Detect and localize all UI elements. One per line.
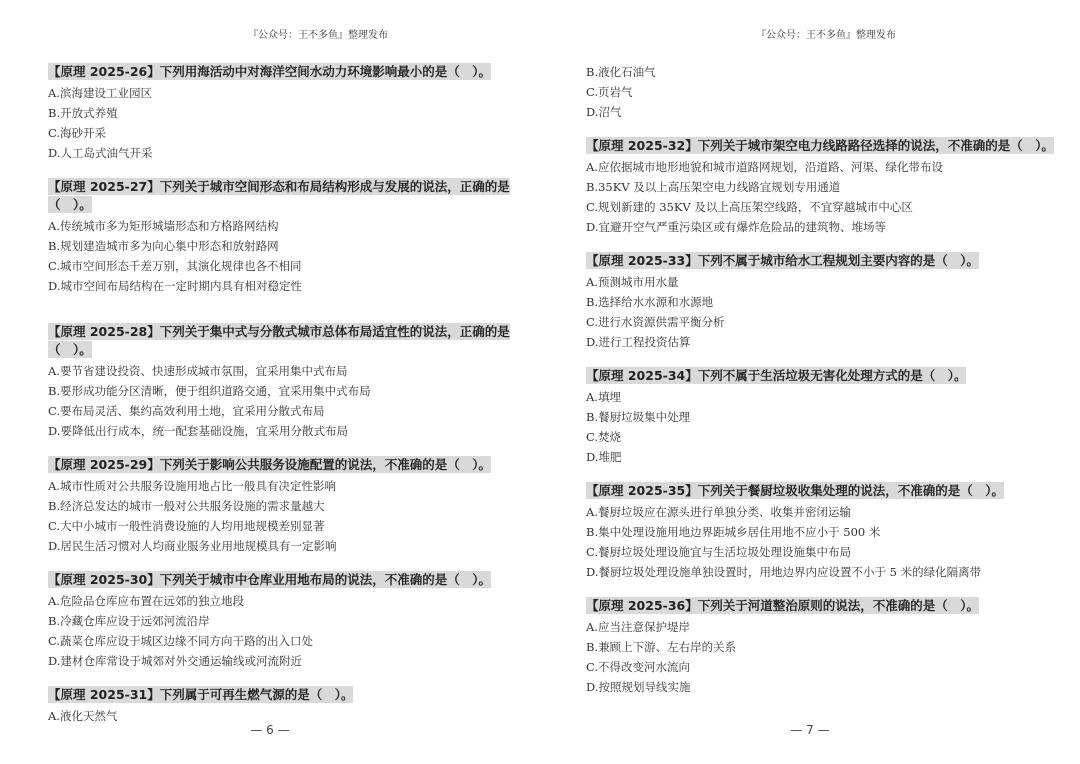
option-c: C.蔬菜仓库应设于城区边缘不同方向干路的出入口处 <box>48 634 314 648</box>
question-31 <box>48 685 520 726</box>
option-b: B.要形成功能分区清晰，便于组织道路交通，宜采用集中式布局 <box>48 384 371 398</box>
question-title: 【原理 2025-30】下列关于城市中仓库业用地布局的说法，不准确的是（ ）。 <box>48 572 491 587</box>
option-b: B.经济总发达的城市一般对公共服务设施的需求量越大 <box>48 499 325 513</box>
option-b: B.选择给水水源和水源地 <box>586 295 714 309</box>
question-31-continued <box>586 62 1056 122</box>
page-header: 『公众号：王不多鱼』整理发布 <box>756 30 896 41</box>
option-a: A.应当注意保护堤岸 <box>586 620 690 634</box>
question-title: 【原理 2025-27】下列关于城市空间形态和布局结构形成与发展的说法，正确的是（ ）。 <box>48 179 510 212</box>
page-number: — 7 — <box>790 723 830 737</box>
left-page-content <box>48 62 520 740</box>
option-a: A.滨海建设工业园区 <box>48 86 152 100</box>
option-d: D.居民生活习惯对人均商业服务业用地规模具有一定影响 <box>48 539 337 553</box>
option-c: C.规划新建的 35KV 及以上高压架空线路，不宜穿越城市中心区 <box>586 200 913 214</box>
option-c: C.餐厨垃圾处理设施宜与生活垃圾处理设施集中布局 <box>586 545 852 559</box>
option-c: C.城市空间形态千差万别，其演化规律也各不相同 <box>48 259 302 273</box>
option-d: D.沼气 <box>586 105 622 119</box>
option-d: D.堆肥 <box>586 450 622 464</box>
option-b: B.集中处理设施用地边界距城乡居住用地不应小于 500 米 <box>586 525 881 539</box>
question-29 <box>48 455 520 556</box>
option-b: B.兼顾上下游、左右岸的关系 <box>586 640 737 654</box>
option-a: A.填埋 <box>586 390 621 404</box>
right-page <box>540 0 1080 764</box>
question-title: 【原理 2025-31】下列属于可再生燃气源的是（ ）。 <box>48 687 354 702</box>
option-c: C.大中小城市一般性消费设施的人均用地规模差别显著 <box>48 519 325 533</box>
option-d: D.人工岛式油气开采 <box>48 146 153 160</box>
question-title: 【原理 2025-35】下列关于餐厨垃圾收集处理的说法，不准确的是（ ）。 <box>586 483 1004 498</box>
question-34 <box>586 366 1056 467</box>
question-title: 【原理 2025-32】下列关于城市架空电力线路路径选择的说法，不准确的是（ ）。 <box>586 138 1054 153</box>
option-d: D.餐厨垃圾处理设施单独设置时，用地边界内应设置不小于 5 米的绿化隔离带 <box>586 565 982 579</box>
question-33 <box>586 251 1056 352</box>
question-title: 【原理 2025-34】下列不属于生活垃圾无害化处理方式的是（ ）。 <box>586 368 967 383</box>
option-a: A.餐厨垃圾应在源头进行单独分类、收集并密闭运输 <box>586 505 851 519</box>
option-d: D.进行工程投资估算 <box>586 335 691 349</box>
option-d: D.建材仓库常设于城郊对外交通运输线或河流附近 <box>48 654 302 668</box>
option-a: A.城市性质对公共服务设施用地占比一般具有决定性影响 <box>48 479 336 493</box>
question-title: 【原理 2025-29】下列关于影响公共服务设施配置的说法，不准确的是（ ）。 <box>48 457 491 472</box>
question-30 <box>48 570 520 671</box>
option-a: A.预测城市用水量 <box>586 275 679 289</box>
option-c: C.海砂开采 <box>48 126 107 140</box>
option-c: C.进行水资源供需平衡分析 <box>586 315 725 329</box>
option-b: B.液化石油气 <box>586 65 656 79</box>
page-header: 『公众号：王不多鱼』整理发布 <box>248 30 388 41</box>
option-a: A.要节省建设投资、快速形成城市氛围，宜采用集中式布局 <box>48 364 348 378</box>
option-b: B.规划建造城市多为向心集中形态和放射路网 <box>48 239 279 253</box>
option-a: A.应依据城市地形地貌和城市道路网规划，沿道路、河渠、绿化带布设 <box>586 160 943 174</box>
page-number: — 6 — <box>250 723 290 737</box>
question-title: 【原理 2025-36】下列关于河道整治原则的说法，不准确的是（ ）。 <box>586 598 979 613</box>
option-c: C.要布局灵活、集约高效利用土地，宜采用分散式布局 <box>48 404 325 418</box>
option-b: B.开放式养殖 <box>48 106 118 120</box>
right-page-content <box>586 62 1056 711</box>
option-b: B.餐厨垃圾集中处理 <box>586 410 691 424</box>
option-d: D.要降低出行成本，统一配套基础设施，宜采用分散式布局 <box>48 424 348 438</box>
question-title: 【原理 2025-33】下列不属于城市给水工程规划主要内容的是（ ）。 <box>586 253 979 268</box>
option-d: D.按照规划导线实施 <box>586 680 691 694</box>
option-c: C.不得改变河水流向 <box>586 660 691 674</box>
question-title: 【原理 2025-28】下列关于集中式与分散式城市总体布局适宜性的说法，正确的是（ ）。 <box>48 324 510 357</box>
option-a: A.液化天然气 <box>48 709 118 723</box>
option-a: A.危险品仓库应布置在远郊的独立地段 <box>48 594 244 608</box>
question-35 <box>586 481 1056 582</box>
option-d: D.城市空间布局结构在一定时期内具有相对稳定性 <box>48 279 302 293</box>
question-36 <box>586 596 1056 697</box>
question-26 <box>48 62 520 163</box>
question-title: 【原理 2025-26】下列用海活动中对海洋空间水动力环境影响最小的是（ ）。 <box>48 64 491 79</box>
option-b: B.35KV 及以上高压架空电力线路宜规划专用通道 <box>586 180 841 194</box>
option-d: D.宜避开空气严重污染区或有爆炸危险品的建筑物、堆场等 <box>586 220 886 234</box>
question-28 <box>48 322 520 441</box>
question-32 <box>586 136 1056 237</box>
option-b: B.冷藏仓库应设于远郊河流沿岸 <box>48 614 210 628</box>
option-c: C.页岩气 <box>586 85 633 99</box>
question-27 <box>48 177 520 296</box>
option-c: C.焚烧 <box>586 430 622 444</box>
option-a: A.传统城市多为矩形城墙形态和方格路网结构 <box>48 219 279 233</box>
